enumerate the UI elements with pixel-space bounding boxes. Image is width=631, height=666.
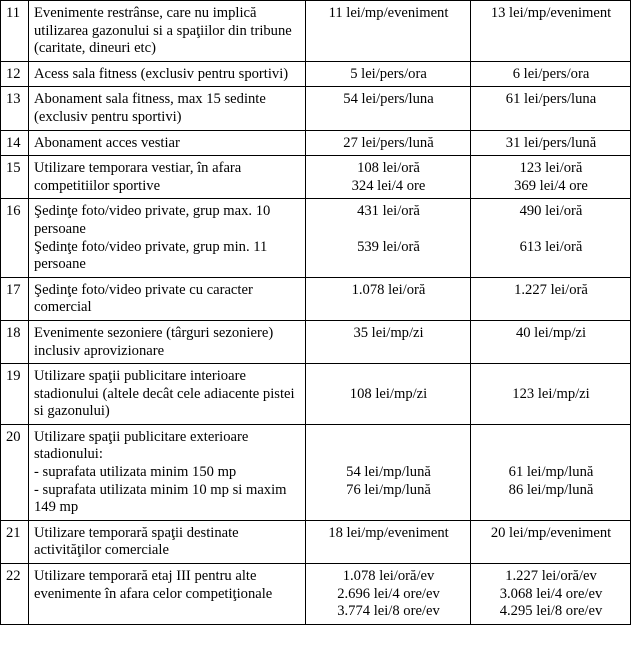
description-line: Utilizare spaţii publicitare exterioare stadionului: bbox=[34, 428, 249, 463]
price-line: 86 lei/mp/lună bbox=[508, 481, 594, 498]
price-col-1: 18 lei/mp/eveniment bbox=[306, 520, 471, 563]
row-description: Utilizare temporara vestiar, în afara competitiilor sportive bbox=[29, 156, 306, 199]
description-line: Şedinţe foto/video private, grup min. 11 persoane bbox=[34, 238, 268, 273]
row-description: Utilizare spaţii publicitare interioare stadionului (altele decât cele adiacente pistei si gazonului) bbox=[29, 364, 306, 425]
price-col-2: 20 lei/mp/eveniment bbox=[471, 520, 631, 563]
price-col-2: 61 lei/pers/luna bbox=[471, 87, 631, 130]
row-number: 12 bbox=[1, 61, 29, 87]
price-col-1 bbox=[306, 564, 471, 625]
price-col-2 bbox=[471, 564, 631, 625]
table-row bbox=[1, 277, 631, 320]
price-line: 369 lei/4 ore bbox=[514, 177, 588, 194]
row-description: Utilizare temporară etaj III pentru alte evenimente în afara celor competiţionale bbox=[29, 564, 306, 625]
price-line: 539 lei/oră bbox=[357, 238, 420, 255]
price-line: 3.068 lei/4 ore/ev bbox=[499, 585, 603, 602]
table-row bbox=[1, 130, 631, 156]
price-line: 108 lei/oră bbox=[357, 160, 420, 177]
price-col-2 bbox=[471, 424, 631, 520]
row-description bbox=[29, 199, 306, 277]
price-col-2: 40 lei/mp/zi bbox=[471, 320, 631, 363]
row-number: 20 bbox=[1, 424, 29, 520]
price-line: 123 lei/oră bbox=[519, 160, 583, 177]
price-col-1 bbox=[306, 156, 471, 199]
price-col-2: 1.227 lei/oră bbox=[471, 277, 631, 320]
table-row bbox=[1, 320, 631, 363]
price-col-2: 6 lei/pers/ora bbox=[471, 61, 631, 87]
row-number: 15 bbox=[1, 156, 29, 199]
price-col-1: 27 lei/pers/lună bbox=[306, 130, 471, 156]
description-line: Şedinţe foto/video private, grup max. 10 persoane bbox=[34, 203, 271, 237]
row-number: 16 bbox=[1, 199, 29, 277]
table-row bbox=[1, 87, 631, 130]
price-line: 54 lei/mp/lună bbox=[346, 464, 431, 481]
row-description: Abonament acces vestiar bbox=[29, 130, 306, 156]
price-line: 76 lei/mp/lună bbox=[346, 481, 431, 498]
row-description bbox=[29, 424, 306, 520]
row-number: 21 bbox=[1, 520, 29, 563]
price-line: 1.227 lei/oră/ev bbox=[505, 568, 597, 585]
row-description: Acess sala fitness (exclusiv pentru sportivi) bbox=[29, 61, 306, 87]
price-line: 324 lei/4 ore bbox=[351, 177, 426, 194]
price-line: 4.295 lei/8 ore/ev bbox=[499, 603, 603, 620]
table-row bbox=[1, 199, 631, 277]
table-row bbox=[1, 1, 631, 62]
price-col-1 bbox=[306, 424, 471, 520]
table-row bbox=[1, 520, 631, 563]
price-col-2: 13 lei/mp/eveniment bbox=[471, 1, 631, 62]
table-row bbox=[1, 564, 631, 625]
price-col-2 bbox=[471, 156, 631, 199]
table-row bbox=[1, 61, 631, 87]
row-number: 18 bbox=[1, 320, 29, 363]
price-col-1: 1.078 lei/oră bbox=[306, 277, 471, 320]
row-number: 17 bbox=[1, 277, 29, 320]
price-col-2: 123 lei/mp/zi bbox=[471, 364, 631, 425]
row-description: Utilizare temporară spaţii destinate activităţilor comerciale bbox=[29, 520, 306, 563]
table-row bbox=[1, 156, 631, 199]
description-line: - suprafata utilizata minim 10 mp si maxim 149 mp bbox=[34, 481, 287, 516]
price-col-2: 31 lei/pers/lună bbox=[471, 130, 631, 156]
row-number: 11 bbox=[1, 1, 29, 62]
price-line: 2.696 lei/4 ore/ev bbox=[337, 585, 440, 602]
price-col-1: 108 lei/mp/zi bbox=[306, 364, 471, 425]
description-line: - suprafata utilizata minim 150 mp bbox=[34, 464, 237, 481]
price-col-1 bbox=[306, 199, 471, 277]
price-col-1: 11 lei/mp/eveniment bbox=[306, 1, 471, 62]
row-number: 22 bbox=[1, 564, 29, 625]
price-line: 490 lei/oră bbox=[519, 203, 583, 220]
price-col-1: 5 lei/pers/ora bbox=[306, 61, 471, 87]
price-col-1: 54 lei/pers/luna bbox=[306, 87, 471, 130]
table-row bbox=[1, 424, 631, 520]
row-description: Abonament sala fitness, max 15 sedinte (exclusiv pentru sportivi) bbox=[29, 87, 306, 130]
row-number: 13 bbox=[1, 87, 29, 130]
table-row bbox=[1, 364, 631, 425]
price-line: 613 lei/oră bbox=[519, 238, 583, 255]
price-col-1: 35 lei/mp/zi bbox=[306, 320, 471, 363]
row-description: Evenimente sezoniere (târguri sezoniere) inclusiv aprovizionare bbox=[29, 320, 306, 363]
price-line: 3.774 lei/8 ore/ev bbox=[337, 603, 440, 620]
row-number: 14 bbox=[1, 130, 29, 156]
row-description: Şedinţe foto/video private cu caracter comercial bbox=[29, 277, 306, 320]
price-line: 1.078 lei/oră/ev bbox=[342, 568, 435, 585]
row-description: Evenimente restrânse, care nu implică utilizarea gazonului si a spaţiilor din tribune (caritate, dineuri etc) bbox=[29, 1, 306, 62]
row-number: 19 bbox=[1, 364, 29, 425]
price-line: 431 lei/oră bbox=[357, 203, 420, 220]
price-col-2 bbox=[471, 199, 631, 277]
price-line: 61 lei/mp/lună bbox=[508, 464, 594, 481]
